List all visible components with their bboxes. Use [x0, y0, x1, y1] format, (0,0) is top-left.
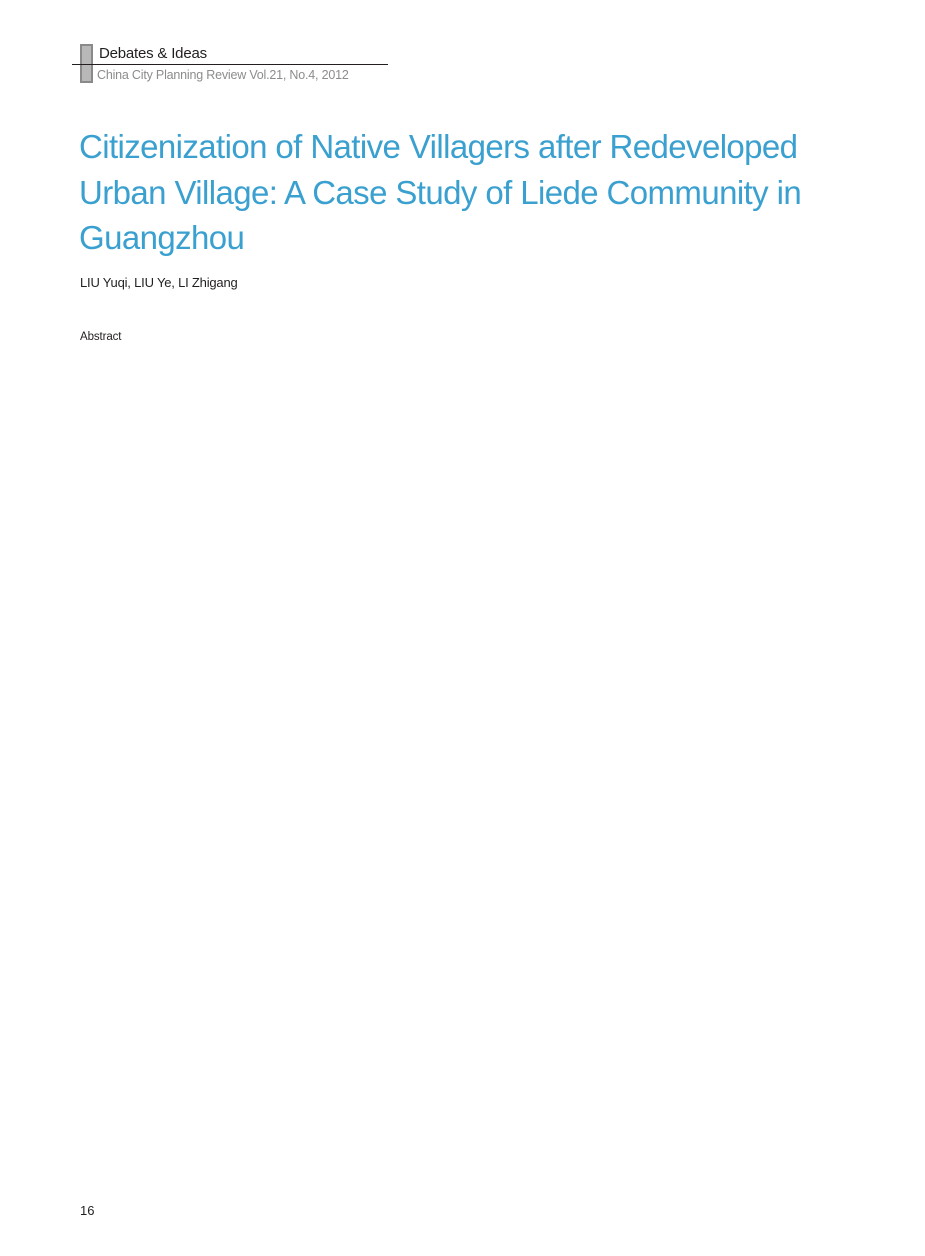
abstract-heading: Abstract — [80, 331, 122, 343]
journal-citation: China City Planning Review Vol.21, No.4, 2012 — [97, 68, 349, 82]
article-authors: LIU Yuqi, LIU Ye, LI Zhigang — [80, 275, 238, 290]
page-number: 16 — [80, 1203, 95, 1218]
running-header — [72, 44, 388, 84]
section-name: Debates & Ideas — [99, 45, 207, 62]
header-divider — [72, 64, 388, 65]
article-title: Citizenization of Native Villagers after Redeveloped Urban Village: A Case Study of Liede Community in Guangzhou — [79, 128, 802, 256]
